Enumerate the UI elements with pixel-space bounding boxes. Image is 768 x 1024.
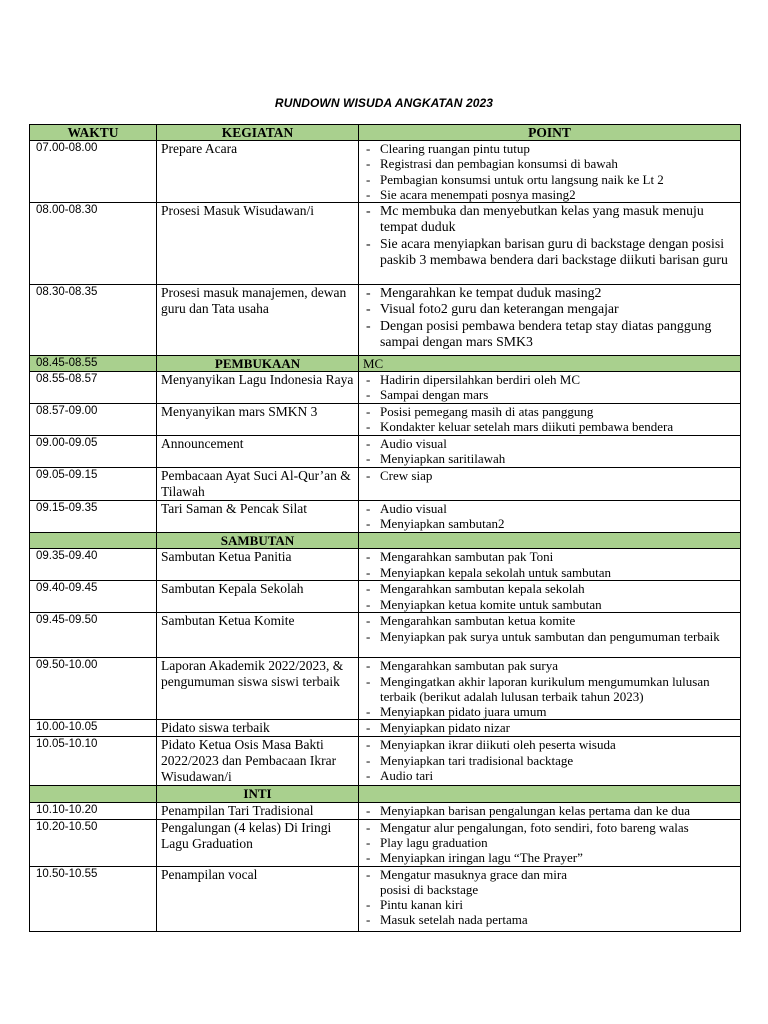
point-cell	[359, 737, 741, 786]
point-cell	[359, 786, 741, 802]
point-item: - Mengarahkan sambutan pak Toni	[363, 549, 736, 564]
header-kegiatan: KEGIATAN	[157, 125, 359, 141]
point-cell	[359, 819, 741, 866]
table-row	[30, 866, 741, 931]
header-waktu: WAKTU	[30, 125, 157, 141]
point-list	[363, 581, 736, 611]
time-cell	[30, 786, 157, 802]
point-item: - Play lagu graduation	[363, 835, 736, 850]
table-row	[30, 372, 741, 404]
table-row	[30, 658, 741, 720]
point-list	[363, 803, 736, 818]
activity-cell: Pidato siswa terbaik	[157, 720, 359, 737]
table-row	[30, 203, 741, 285]
section-title: SAMBUTAN	[157, 533, 359, 549]
point-list	[363, 468, 736, 483]
point-list	[363, 372, 736, 402]
table-row	[30, 802, 741, 819]
point-item: - Menyiapkan pidato nizar	[363, 720, 736, 735]
point-item: - Mengatur masuknya grace dan mira	[363, 867, 736, 882]
time-cell	[30, 533, 157, 549]
point-item: - Menyiapkan pak surya untuk sambutan dan pengumuman terbaik	[363, 629, 736, 644]
point-list	[363, 285, 736, 351]
point-item: - Mengarahkan ke tempat duduk masing2	[363, 285, 736, 301]
time-cell: 08.30-08.35	[30, 285, 157, 356]
time-cell: 09.00-09.05	[30, 436, 157, 468]
point-item: - Registrasi dan pembagian konsumsi di bawah	[363, 156, 736, 171]
section-title: PEMBUKAAN	[157, 356, 359, 372]
point-cell	[359, 549, 741, 581]
point-item: - Visual foto2 guru dan keterangan mengajar	[363, 301, 736, 317]
section-title: INTI	[157, 786, 359, 802]
time-cell: 08.57-09.00	[30, 404, 157, 436]
point-item: - Menyiapkan barisan pengalungan kelas pertama dan ke dua	[363, 803, 736, 818]
point-cell	[359, 285, 741, 356]
point-list	[363, 658, 736, 719]
point-item: posisi di backstage	[380, 881, 479, 897]
section-row	[30, 786, 741, 802]
point-item: - Mengarahkan sambutan pak surya	[363, 658, 736, 673]
table-row	[30, 285, 741, 356]
point-list	[363, 867, 736, 928]
point-item: - Hadirin dipersilahkan berdiri oleh MC	[363, 372, 736, 387]
table-row	[30, 613, 741, 658]
point-item: - Masuk setelah nada pertama	[363, 912, 736, 927]
time-cell: 09.50-10.00	[30, 658, 157, 720]
point-item: - Audio visual	[363, 436, 736, 451]
point-cell: MC	[359, 356, 741, 372]
point-cell	[359, 720, 741, 737]
point-list	[363, 613, 736, 643]
time-cell: 09.45-09.50	[30, 613, 157, 658]
table-row	[30, 581, 741, 613]
time-cell: 09.40-09.45	[30, 581, 157, 613]
time-cell: 08.45-08.55	[30, 356, 157, 372]
point-item: - Menyiapkan ikrar diikuti oleh peserta wisuda	[363, 737, 736, 752]
point-list	[363, 549, 736, 579]
activity-cell: Sambutan Ketua Komite	[157, 613, 359, 658]
activity-cell: Menyanyikan mars SMKN 3	[157, 404, 359, 436]
time-cell: 07.00-08.00	[30, 141, 157, 203]
activity-cell: Pidato Ketua Osis Masa Bakti 2022/2023 dan Pembacaan Ikrar Wisudawan/i	[157, 737, 359, 786]
table-body	[30, 141, 741, 931]
document-title: RUNDOWN WISUDA ANGKATAN 2023	[274, 96, 494, 110]
point-item: - Audio tari	[363, 768, 736, 783]
point-list	[363, 203, 736, 269]
activity-cell: Penampilan vocal	[157, 866, 359, 931]
activity-cell: Pengalungan (4 kelas) Di Iringi Lagu Graduation	[157, 819, 359, 866]
activity-cell: Announcement	[157, 436, 359, 468]
point-list	[363, 141, 736, 202]
point-cell	[359, 372, 741, 404]
point-item: - Pembagian konsumsi untuk ortu langsung naik ke Lt 2	[363, 172, 736, 187]
point-cell	[359, 866, 741, 931]
point-item: - Crew siap	[363, 468, 736, 483]
time-cell: 10.20-10.50	[30, 819, 157, 866]
table-row	[30, 436, 741, 468]
time-cell: 10.00-10.05	[30, 720, 157, 737]
point-cell	[359, 581, 741, 613]
point-item: - Clearing ruangan pintu tutup	[363, 141, 736, 156]
point-item: - Mengingatkan akhir laporan kurikulum mengumumkan lulusan terbaik (berikut adalah lulusan terbaik tahun 2023)	[363, 674, 736, 704]
header-point: POINT	[359, 125, 741, 141]
point-cell	[359, 436, 741, 468]
point-list	[363, 820, 736, 866]
table-row	[30, 819, 741, 866]
activity-cell: Tari Saman & Pencak Silat	[157, 501, 359, 533]
table-header-row	[30, 125, 741, 141]
point-cell	[359, 141, 741, 203]
point-item: - Menyiapkan iringan lagu “The Prayer”	[363, 850, 736, 865]
time-cell: 09.15-09.35	[30, 501, 157, 533]
point-cell	[359, 203, 741, 285]
point-item: - Posisi pemegang masih di atas panggung	[363, 404, 736, 419]
point-item: - Sie acara menyiapkan barisan guru di backstage dengan posisi paskib 3 membawa bendera dari backstage diikuti barisan guru	[363, 236, 736, 269]
section-row	[30, 356, 741, 372]
time-cell: 09.35-09.40	[30, 549, 157, 581]
point-cell	[359, 501, 741, 533]
activity-cell: Laporan Akademik 2022/2023, & pengumuman siswa siswi terbaik	[157, 658, 359, 720]
point-item: - Menyiapkan saritilawah	[363, 451, 736, 466]
time-cell: 08.55-08.57	[30, 372, 157, 404]
point-item: - Audio visual	[363, 501, 736, 516]
table-row	[30, 141, 741, 203]
activity-cell: Sambutan Ketua Panitia	[157, 549, 359, 581]
activity-cell: Prosesi Masuk Wisudawan/i	[157, 203, 359, 285]
time-cell: 09.05-09.15	[30, 468, 157, 501]
point-item: - Menyiapkan sambutan2	[363, 516, 736, 531]
point-item: - Menyiapkan ketua komite untuk sambutan	[363, 597, 736, 612]
activity-cell: Pembacaan Ayat Suci Al-Qur’an & Tilawah	[157, 468, 359, 501]
point-list	[363, 501, 736, 531]
point-item: - Mc membuka dan menyebutkan kelas yang masuk menuju tempat duduk	[363, 203, 736, 236]
point-item: - Menyiapkan tari tradisional backtage	[363, 753, 736, 768]
point-cell	[359, 533, 741, 549]
point-item: - Sampai dengan mars	[363, 387, 736, 402]
table-row	[30, 468, 741, 501]
activity-cell: Penampilan Tari Tradisional	[157, 802, 359, 819]
table-row	[30, 737, 741, 786]
section-row	[30, 533, 741, 549]
point-item: - Menyiapkan kepala sekolah untuk sambutan	[363, 565, 736, 580]
activity-cell: Prepare Acara	[157, 141, 359, 203]
point-cell	[359, 404, 741, 436]
point-list	[363, 720, 736, 735]
table-row	[30, 501, 741, 533]
rundown-table	[29, 124, 741, 932]
point-item: - Mengarahkan sambutan kepala sekolah	[363, 581, 736, 596]
activity-cell: Sambutan Kepala Sekolah	[157, 581, 359, 613]
table-row	[30, 404, 741, 436]
point-list	[363, 404, 736, 434]
point-item: - Dengan posisi pembawa bendera tetap stay diatas panggung sampai dengan mars SMK3	[363, 318, 736, 351]
activity-cell: Prosesi masuk manajemen, dewan guru dan Tata usaha	[157, 285, 359, 356]
point-item: - Kondakter keluar setelah mars diikuti pembawa bendera	[363, 419, 736, 434]
point-item: - Pintu kanan kiri	[363, 897, 736, 912]
point-item: - Sie acara menempati posnya masing2	[363, 187, 736, 202]
point-cell	[359, 658, 741, 720]
point-item: - Mengarahkan sambutan ketua komite	[363, 613, 736, 628]
point-cell	[359, 802, 741, 819]
time-cell: 10.05-10.10	[30, 737, 157, 786]
table-row	[30, 549, 741, 581]
point-item: - Menyiapkan pidato juara umum	[363, 704, 736, 719]
point-list	[363, 737, 736, 783]
table-row	[30, 720, 741, 737]
time-cell: 10.10-10.20	[30, 802, 157, 819]
time-cell: 10.50-10.55	[30, 866, 157, 931]
activity-cell: Menyanyikan Lagu Indonesia Raya	[157, 372, 359, 404]
point-cell	[359, 613, 741, 658]
point-list	[363, 436, 736, 466]
point-item: - Mengatur alur pengalungan, foto sendiri, foto bareng walas	[363, 820, 736, 835]
point-cell	[359, 468, 741, 501]
time-cell: 08.00-08.30	[30, 203, 157, 285]
